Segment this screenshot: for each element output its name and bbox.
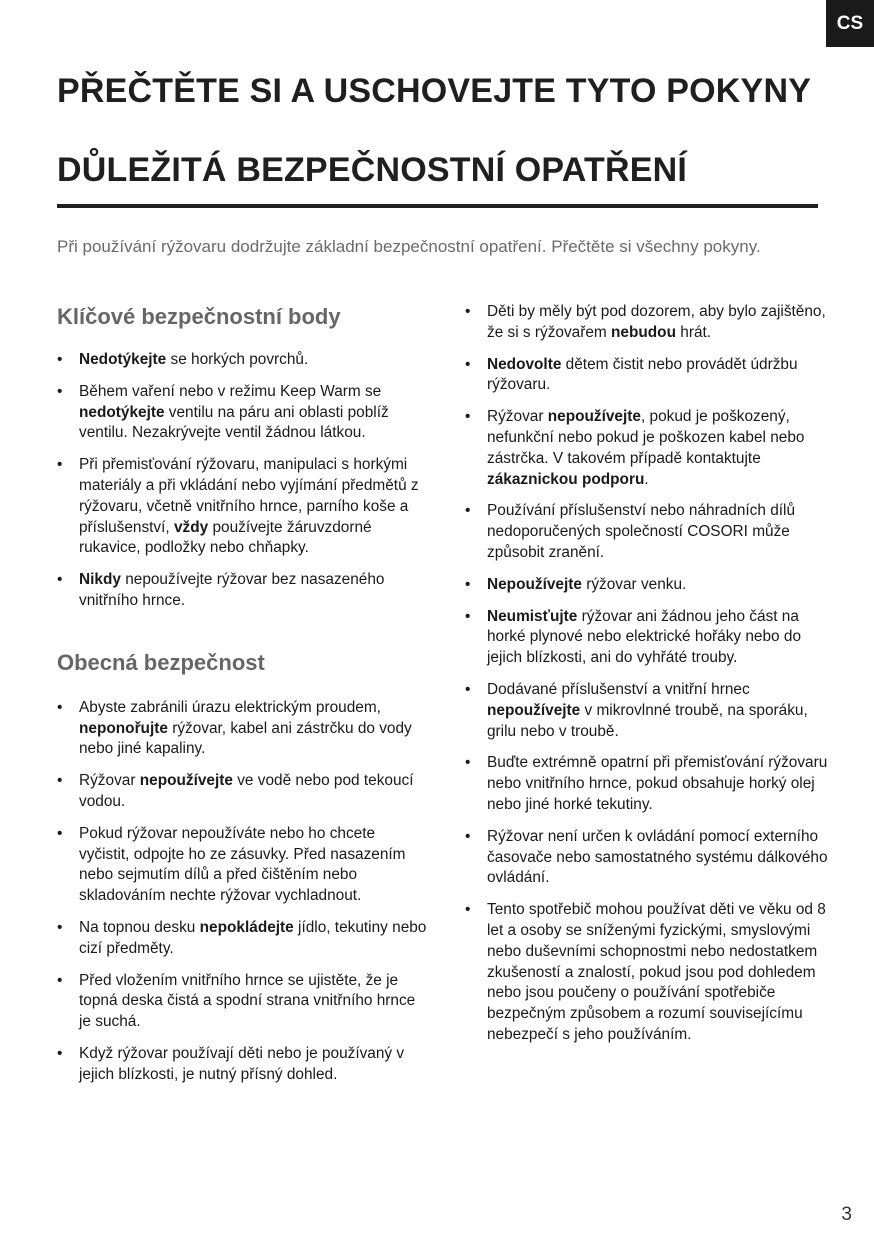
- emphasis-text: nebudou: [611, 323, 676, 341]
- list-item: • Děti by měly být pod dozorem, aby bylo zajištěno, že si s rýžovařem nebudou hrát.: [465, 303, 826, 341]
- emphasis-text: Neumisťujte: [487, 607, 578, 625]
- bullet-icon: •: [465, 502, 471, 520]
- bullet-icon: •: [465, 607, 471, 625]
- emphasis-text: nepoužívejte: [487, 701, 581, 719]
- emphasis-text: nedotýkejte: [79, 403, 165, 421]
- bullet-icon: •: [57, 772, 63, 790]
- safety-title: DŮLEŽITÁ BEZPEČNOSTNÍ OPATŘENÍ: [57, 151, 687, 189]
- list-item: • Nikdy nepoužívejte rýžovar bez nasazeného vnitřního hrnce.: [57, 571, 385, 609]
- bullet-icon: •: [57, 571, 63, 589]
- bullet-icon: •: [465, 303, 471, 320]
- list-item: • Před vložením vnitřního hrnce se ujistěte, že je topná deska čistá a spodní strana vnitřního hrnce je suchá.: [57, 971, 416, 1031]
- list-item: • Neumisťujte rýžovar ani žádnou jeho část na horké plynové nebo elektrické hořáky nebo do jejich blízkosti, ani do vyhřáté trouby.: [465, 607, 801, 667]
- emphasis-text: nepoužívejte: [547, 408, 641, 426]
- bullet-icon: •: [57, 971, 63, 989]
- bullet-icon: •: [465, 754, 471, 772]
- emphasis-text: Nedovolte: [487, 355, 562, 373]
- section-heading-key-safety: Klíčové bezpečnostní body: [57, 304, 341, 329]
- emphasis-text: Nikdy: [79, 571, 121, 589]
- title-divider: [57, 204, 818, 208]
- list-item: • Na topnou desku nepokládejte jídlo, tekutiny nebo cizí předměty.: [57, 918, 427, 957]
- emphasis-text: neponořujte: [79, 719, 168, 737]
- bullet-icon: •: [57, 382, 63, 400]
- bullet-icon: •: [465, 901, 471, 919]
- list-item: • Dodávané příslušenství a vnitřní hrnec nepoužívejte v mikrovlnné troubě, na sporáku, grilu nebo v troubě.: [465, 680, 808, 740]
- general-safety-list: [57, 698, 427, 1086]
- list-item: • Tento spotřebič mohou používat děti ve věku od 8 let a osoby se sníženými fyzickými, smyslovými nebo duševními schopnostmi nebo nedostatkem zkušeností a znalostí, pokud jsou pod dohledem nebo jsou poučeny o používání spotřebiče bezpečným způsobem a rozumí souvisejícímu nebezpečí s jeho používáním.: [465, 901, 826, 1043]
- bullet-icon: •: [57, 824, 63, 842]
- list-item: • Nedotýkejte se horkých povrchů.: [57, 350, 427, 371]
- main-title: PŘEČTĚTE SI A USCHOVEJTE TYTO POKYNY: [57, 72, 812, 110]
- list-item: • Nepoužívejte rýžovar venku.: [465, 575, 830, 596]
- emphasis-text: Nedotýkejte: [79, 351, 167, 368]
- emphasis-text: nepokládejte: [199, 918, 294, 936]
- bullet-icon: •: [465, 408, 471, 426]
- list-item: • Používání příslušenství nebo náhradních dílů nedoporučených společností COSORI může způsobit zranění.: [465, 502, 796, 561]
- list-item: • Buďte extrémně opatrní při přemisťování rýžovaru nebo vnitřního hrnce, pokud obsahuje horký olej nebo jiné horké tekutiny.: [465, 754, 828, 813]
- language-tab: CS: [826, 0, 874, 47]
- bullet-icon: •: [465, 355, 471, 373]
- bullet-icon: •: [465, 575, 471, 593]
- bullet-icon: •: [465, 680, 471, 698]
- bullet-icon: •: [57, 698, 63, 716]
- emphasis-text: vždy: [173, 518, 209, 536]
- list-item: • Během vaření nebo v režimu Keep Warm se nedotýkejte ventilu na páru ani oblasti poblíž ventilu. Nezakrývejte ventil žádnou látkou.: [57, 382, 389, 442]
- left-column: [57, 302, 427, 1097]
- emphasis-text: zákaznickou podporu: [487, 470, 645, 488]
- list-item: • Rýžovar nepoužívejte, pokud je poškozený, nefunkční nebo pokud je poškozen kabel nebo zástrčka. V takovém případě kontaktujte zákaznickou podporu.: [465, 408, 805, 488]
- list-item: • Při přemisťování rýžovaru, manipulaci s horkými materiály a při vkládání nebo vyjímání předmětů z rýžovaru, včetně vnitřního hrnce, parního koše a příslušenství, vždy používejte žáruvzdorné rukavice, podložky nebo chňapky.: [57, 456, 419, 557]
- list-item: • Když rýžovar používají děti nebo je používaný v jejich blízkosti, je nutný přísný dohled.: [57, 1044, 405, 1083]
- bullet-icon: •: [57, 918, 63, 936]
- key-safety-list: [57, 350, 427, 612]
- bullet-icon: •: [57, 456, 63, 474]
- section-heading-general-safety: Obecná bezpečnost: [57, 649, 265, 675]
- general-safety-list-continued: [465, 302, 830, 1046]
- list-item: • Pokud rýžovar nepoužíváte nebo ho chcete vyčistit, odpojte ho ze zásuvky. Před nasazením nebo sejmutím dílů a před čištěním nebo skladováním nechte rýžovar vychladnout.: [57, 824, 406, 905]
- list-item: • Rýžovar není určen k ovládání pomocí externího časovače nebo samostatného systému dálkového ovládání.: [465, 827, 828, 887]
- emphasis-text: Nepoužívejte: [487, 575, 582, 593]
- list-item: • Abyste zabránili úrazu elektrickým proudem, neponořujte rýžovar, kabel ani zástrčku do vody nebo jiné kapaliny.: [57, 698, 412, 758]
- bullet-icon: •: [57, 1044, 63, 1062]
- list-item: • Rýžovar nepoužívejte ve vodě nebo pod tekoucí vodou.: [57, 772, 414, 810]
- emphasis-text: nepoužívejte: [139, 772, 233, 790]
- bullet-icon: •: [465, 827, 471, 845]
- list-item: • Nedovolte dětem čistit nebo provádět údržbu rýžovaru.: [465, 355, 798, 394]
- right-column: [465, 302, 830, 1057]
- intro-text: Při používání rýžovaru dodržujte základní bezpečnostní opatření. Přečtěte si všechny pokyny.: [57, 237, 761, 256]
- page-number: 3: [841, 1204, 852, 1225]
- bullet-icon: •: [57, 351, 63, 368]
